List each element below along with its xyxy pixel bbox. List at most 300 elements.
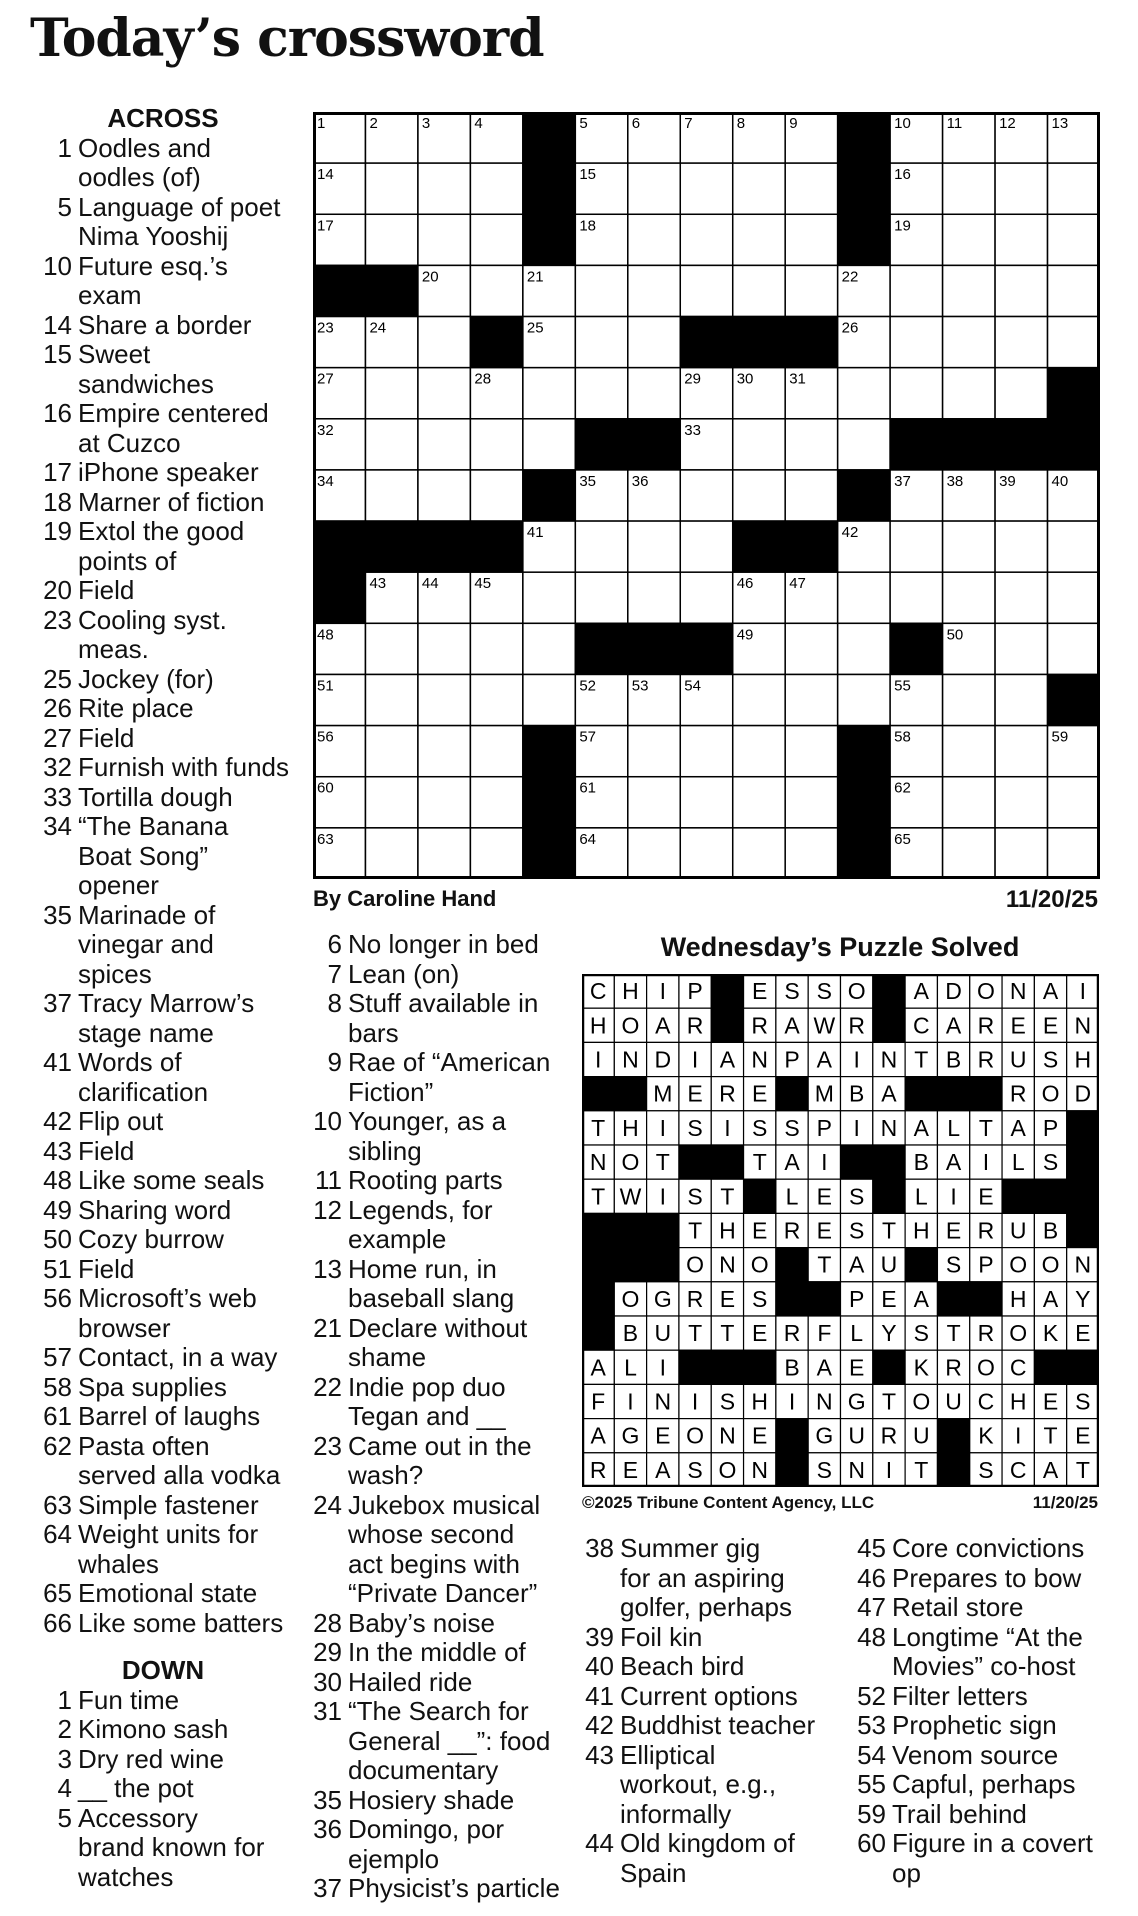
solution-letter: S: [978, 1456, 994, 1483]
grid-cell[interactable]: [785, 623, 837, 674]
grid-cell[interactable]: [995, 214, 1047, 265]
grid-cell[interactable]: [838, 419, 890, 470]
clue-item: [578, 1623, 848, 1653]
grid-cell[interactable]: [890, 368, 942, 419]
solution-black-square: [776, 1282, 808, 1316]
solution-letter: E: [752, 1320, 768, 1347]
clue-number: 20: [43, 575, 72, 605]
clue-item: [36, 311, 290, 341]
clue-number: 28: [313, 1607, 342, 1638]
clue-text: Longtime “At the: [892, 1621, 1083, 1652]
clue-text: Jukebox musical: [348, 1489, 541, 1520]
solution-letter: H: [1009, 1285, 1027, 1312]
grid-cell[interactable]: [418, 623, 470, 674]
solution-letter: O: [750, 1251, 769, 1278]
grid-cell[interactable]: [628, 214, 680, 265]
clue-number: 5: [57, 191, 72, 222]
solution-black-square: [970, 1077, 1002, 1111]
grid-cell[interactable]: [1048, 214, 1100, 265]
clue-number: 43: [585, 1739, 614, 1770]
grid-cell[interactable]: [890, 317, 942, 368]
black-square: [838, 777, 890, 828]
clue-item: [850, 1800, 1100, 1830]
solution-black-square: [905, 1077, 937, 1111]
solution-black-square: [873, 1350, 905, 1384]
grid-cell[interactable]: [575, 368, 627, 419]
grid-cell[interactable]: [733, 777, 785, 828]
clue-text: Nima Yooshij: [78, 221, 229, 251]
clue-number: 63: [43, 1489, 72, 1520]
grid-cell[interactable]: [418, 317, 470, 368]
clue-text: for an aspiring: [620, 1562, 785, 1593]
cell-number: 65: [894, 830, 911, 848]
clue-text: Younger, as a: [348, 1106, 507, 1136]
grid-cell[interactable]: [628, 265, 680, 316]
grid-cell[interactable]: [470, 419, 522, 470]
solution-letter: M: [653, 1080, 673, 1107]
solution-black-square: [711, 1350, 743, 1384]
solution-letter: B: [913, 1149, 929, 1176]
grid-cell[interactable]: [523, 674, 575, 725]
black-square: [575, 419, 627, 470]
solution-letter: E: [945, 1217, 962, 1244]
black-square: [838, 828, 890, 879]
solution-letter: S: [913, 1320, 929, 1347]
grid-cell[interactable]: [943, 317, 995, 368]
cell-number: 42: [841, 524, 859, 542]
cell-number: 38: [946, 472, 964, 490]
clue-item: [36, 1196, 290, 1226]
grid-cell[interactable]: [943, 368, 995, 419]
clue-text: Barrel of laughs: [78, 1401, 261, 1431]
grid-cell[interactable]: [733, 674, 785, 725]
grid-cell[interactable]: [890, 265, 942, 316]
solution-letter: P: [978, 1251, 994, 1278]
cell-number: 13: [1051, 115, 1069, 132]
cell-number: 60: [317, 779, 334, 797]
cell-number: 18: [579, 217, 597, 235]
grid-cell[interactable]: [628, 368, 680, 419]
grid-cell[interactable]: [943, 572, 995, 623]
clue-text: Tegan and __: [348, 1401, 506, 1431]
clue-number: 21: [313, 1312, 342, 1343]
grid-cell[interactable]: [680, 726, 732, 777]
solution-letter: N: [1074, 1012, 1092, 1039]
clue-item: [36, 901, 290, 990]
clue-text: Trail behind: [892, 1798, 1027, 1829]
clue-number: 58: [43, 1371, 72, 1402]
grid-cell[interactable]: [785, 726, 837, 777]
grid-cell[interactable]: [418, 470, 470, 521]
clue-number: 37: [313, 1873, 342, 1903]
grid-cell[interactable]: [943, 828, 995, 879]
grid-cell[interactable]: [418, 163, 470, 214]
solution-letter: S: [687, 1456, 703, 1483]
clue-number: 17: [43, 457, 72, 487]
grid-cell[interactable]: [680, 470, 732, 521]
clue-text: Domingo, por: [348, 1814, 505, 1844]
grid-cell[interactable]: [628, 777, 680, 828]
clue-item: [36, 193, 290, 252]
grid-cell[interactable]: [838, 623, 890, 674]
cell-number: 11: [946, 115, 963, 132]
solution-letter: S: [784, 1114, 800, 1141]
solution-letter: N: [880, 1046, 898, 1073]
grid-cell[interactable]: [943, 726, 995, 777]
grid-cell[interactable]: [1048, 828, 1100, 879]
solution-black-square: [614, 1077, 646, 1111]
clue-text: Words of: [78, 1047, 182, 1077]
down-clues-column-2: [306, 930, 568, 1904]
grid-cell[interactable]: [680, 163, 732, 214]
cell-number: 45: [474, 575, 492, 593]
grid-cell[interactable]: [628, 163, 680, 214]
black-square: [523, 777, 575, 828]
solution-letter: A: [1042, 978, 1059, 1005]
solution-letter: I: [788, 1388, 796, 1415]
solution-letter: S: [816, 978, 833, 1005]
solution-letter: G: [621, 1422, 640, 1449]
grid-cell[interactable]: [418, 828, 470, 879]
crossword-grid[interactable]: [313, 112, 1100, 879]
solution-letter: C: [977, 1388, 995, 1415]
grid-cell[interactable]: [995, 572, 1047, 623]
cell-number: 25: [526, 319, 544, 337]
grid-cell[interactable]: [575, 317, 627, 368]
black-square: [575, 623, 627, 674]
grid-cell[interactable]: [785, 674, 837, 725]
solution-date: 11/20/25: [1032, 1493, 1098, 1512]
solution-letter: C: [1009, 1456, 1027, 1483]
solution-letter: H: [1009, 1388, 1027, 1415]
black-square: [785, 521, 837, 572]
grid-cell[interactable]: [733, 265, 785, 316]
solution-letter: E: [1010, 1012, 1026, 1039]
clue-text: sandwiches: [78, 368, 214, 399]
grid-cell[interactable]: [1048, 163, 1100, 214]
grid-cell[interactable]: [995, 623, 1047, 674]
solution-letter: A: [945, 1012, 962, 1039]
grid-cell[interactable]: [470, 828, 522, 879]
clue-item: [36, 576, 290, 606]
grid-cell[interactable]: [365, 214, 417, 265]
clue-item: [578, 1534, 848, 1623]
clue-item: [306, 1786, 568, 1816]
clue-text: workout, e.g.,: [620, 1769, 777, 1799]
cell-number: 55: [894, 677, 911, 695]
clue-item: [36, 1579, 290, 1609]
clue-text: act begins with: [348, 1548, 520, 1579]
solution-letter: A: [590, 1354, 606, 1381]
clue-text: Weight units for: [78, 1519, 259, 1549]
black-square: [733, 521, 785, 572]
grid-cell[interactable]: [575, 265, 627, 316]
solution-letter: H: [622, 978, 639, 1005]
solution-letter: G: [653, 1285, 672, 1312]
clue-text: Future esq.’s: [78, 250, 228, 281]
grid-cell[interactable]: [680, 572, 732, 623]
clue-number: 37: [43, 988, 72, 1018]
grid-cell[interactable]: [470, 674, 522, 725]
solution-letter: A: [1042, 1456, 1059, 1483]
grid-cell[interactable]: [838, 368, 890, 419]
clue-item: [36, 1402, 290, 1432]
solution-letter: I: [853, 1046, 860, 1073]
clue-item: [36, 1225, 290, 1255]
solution-letter: F: [591, 1388, 606, 1415]
grid-cell[interactable]: [628, 572, 680, 623]
grid-cell[interactable]: [523, 419, 575, 470]
grid-cell[interactable]: [890, 572, 942, 623]
grid-cell[interactable]: [680, 521, 732, 572]
solution-black-square: [970, 1282, 1002, 1316]
grid-cell[interactable]: [575, 521, 627, 572]
clue-item: [36, 724, 290, 754]
grid-cell[interactable]: [1048, 521, 1100, 572]
cell-number: 63: [317, 830, 334, 848]
solution-letter: E: [752, 1217, 768, 1244]
grid-cell[interactable]: [365, 419, 417, 470]
clue-text: watches: [78, 1861, 174, 1892]
black-square: [838, 214, 890, 265]
solution-letter: O: [621, 1149, 640, 1176]
grid-cell[interactable]: [470, 623, 522, 674]
cell-number: 51: [317, 677, 334, 695]
grid-cell[interactable]: [733, 214, 785, 265]
black-square: [680, 317, 732, 368]
grid-cell[interactable]: [470, 163, 522, 214]
grid-cell[interactable]: [995, 521, 1047, 572]
grid-cell[interactable]: [733, 828, 785, 879]
grid-cell[interactable]: [575, 572, 627, 623]
grid-cell[interactable]: [365, 674, 417, 725]
cell-number: 10: [894, 115, 911, 132]
solution-letter: I: [950, 1183, 957, 1210]
grid-cell[interactable]: [628, 726, 680, 777]
grid-cell[interactable]: [995, 726, 1047, 777]
grid-cell[interactable]: [470, 777, 522, 828]
grid-cell[interactable]: [628, 521, 680, 572]
solution-letter: N: [816, 1388, 833, 1415]
solution-letter: E: [1042, 1388, 1059, 1415]
solution-letter: W: [813, 1012, 836, 1039]
grid-cell[interactable]: [418, 674, 470, 725]
black-square: [838, 726, 890, 777]
cell-number: 7: [684, 115, 693, 132]
clue-text: Hosiery shade: [348, 1784, 515, 1815]
solution-black-square: [776, 1248, 808, 1282]
grid-cell[interactable]: [785, 265, 837, 316]
solution-black-square: [776, 1453, 808, 1487]
grid-cell[interactable]: [628, 317, 680, 368]
solution-letter: H: [751, 1388, 769, 1415]
solution-letter: T: [720, 1183, 735, 1210]
clue-number: 41: [585, 1680, 614, 1711]
grid-cell[interactable]: [995, 674, 1047, 725]
cell-number: 29: [684, 370, 701, 388]
black-square: [838, 112, 890, 163]
grid-cell[interactable]: [680, 265, 732, 316]
clue-number: 15: [43, 339, 72, 369]
cell-number: 23: [317, 319, 334, 337]
solution-letter: E: [655, 1422, 671, 1449]
grid-cell[interactable]: [523, 368, 575, 419]
clue-item: [36, 1432, 290, 1491]
grid-cell[interactable]: [943, 265, 995, 316]
cell-number: 57: [579, 728, 597, 746]
clue-item: [36, 1107, 290, 1137]
solution-black-square: [873, 1179, 905, 1213]
clue-text: Elliptical: [620, 1739, 716, 1770]
grid-cell[interactable]: [1048, 623, 1100, 674]
solution-black-square: [711, 1008, 743, 1042]
grid-cell[interactable]: [943, 777, 995, 828]
grid-cell[interactable]: [418, 419, 470, 470]
grid-cell[interactable]: [838, 572, 890, 623]
black-square: [680, 623, 732, 674]
clue-item: [306, 1491, 568, 1609]
clue-text: Declare without: [348, 1312, 528, 1343]
grid-cell[interactable]: [995, 265, 1047, 316]
solution-black-square: [614, 1248, 646, 1282]
solution-letter: A: [816, 1046, 833, 1073]
grid-cell[interactable]: [470, 265, 522, 316]
grid-cell[interactable]: [1048, 777, 1100, 828]
grid-cell[interactable]: [470, 726, 522, 777]
grid-cell[interactable]: [733, 419, 785, 470]
grid-cell[interactable]: [418, 726, 470, 777]
clue-text: “Private Dancer”: [348, 1578, 538, 1608]
grid-cell[interactable]: [995, 163, 1047, 214]
solution-letter: T: [978, 1114, 993, 1141]
grid-cell[interactable]: [785, 828, 837, 879]
grid-cell[interactable]: [995, 828, 1047, 879]
clue-text: served alla vodka: [78, 1460, 281, 1490]
grid-cell[interactable]: [365, 623, 417, 674]
grid-cell[interactable]: [680, 214, 732, 265]
grid-cell[interactable]: [365, 368, 417, 419]
black-square: [418, 521, 470, 572]
grid-cell[interactable]: [785, 419, 837, 470]
clue-text: baseball slang: [348, 1283, 515, 1313]
solution-letter: N: [719, 1251, 736, 1278]
grid-cell[interactable]: [418, 777, 470, 828]
clue-number: 45: [857, 1533, 886, 1563]
solution-letter: D: [1074, 1080, 1092, 1107]
solution-black-square: [937, 1282, 969, 1316]
solution-letter: L: [1011, 1149, 1025, 1176]
grid-cell[interactable]: [890, 521, 942, 572]
clue-item: [36, 783, 290, 813]
grid-cell[interactable]: [680, 777, 732, 828]
grid-cell[interactable]: [785, 214, 837, 265]
byline: By Caroline Hand: [313, 886, 497, 911]
grid-cell[interactable]: [943, 674, 995, 725]
clue-number: 33: [43, 781, 72, 812]
solution-letter: D: [945, 978, 962, 1005]
grid-cell[interactable]: [943, 521, 995, 572]
clue-item: [36, 1804, 290, 1893]
clue-text: Spa supplies: [78, 1371, 227, 1402]
grid-cell[interactable]: [838, 674, 890, 725]
grid-cell[interactable]: [943, 214, 995, 265]
cell-number: 56: [317, 728, 334, 746]
grid-cell[interactable]: [470, 214, 522, 265]
solution-letter: O: [621, 1285, 640, 1312]
grid-cell[interactable]: [365, 777, 417, 828]
solution-letter: T: [881, 1388, 896, 1415]
grid-cell[interactable]: [418, 214, 470, 265]
grid-cell[interactable]: [365, 828, 417, 879]
solution-letter: I: [627, 1388, 634, 1415]
solution-letter: O: [686, 1422, 705, 1449]
solution-black-square: [1067, 1213, 1099, 1247]
grid-cell[interactable]: [995, 777, 1047, 828]
grid-cell[interactable]: [995, 368, 1047, 419]
grid-cell[interactable]: [365, 726, 417, 777]
clue-number: 42: [43, 1106, 72, 1136]
clue-text: Field: [78, 722, 135, 753]
grid-cell[interactable]: [523, 572, 575, 623]
cell-number: 48: [317, 626, 334, 644]
solution-letter: U: [912, 1422, 930, 1449]
clue-number: 57: [43, 1342, 72, 1372]
cell-number: 64: [579, 830, 597, 848]
black-square: [365, 265, 417, 316]
cell-number: 15: [579, 166, 597, 184]
solution-letter: S: [784, 978, 800, 1005]
grid-cell[interactable]: [785, 470, 837, 521]
grid-cell[interactable]: [943, 163, 995, 214]
clue-text: Language of poet: [78, 191, 281, 222]
cell-number: 35: [579, 472, 597, 490]
cell-number: 1: [317, 115, 326, 132]
clue-number: 59: [857, 1798, 886, 1829]
grid-cell[interactable]: [785, 163, 837, 214]
solution-letter: K: [1042, 1320, 1059, 1347]
solution-letter: E: [719, 1285, 736, 1312]
clue-text: bars: [348, 1017, 399, 1048]
grid-cell[interactable]: [733, 163, 785, 214]
grid-cell[interactable]: [365, 470, 417, 521]
grid-cell[interactable]: [470, 470, 522, 521]
grid-cell[interactable]: [995, 317, 1047, 368]
black-square: [523, 163, 575, 214]
clue-number: 19: [43, 516, 72, 546]
clue-text: wash?: [348, 1460, 424, 1490]
grid-cell[interactable]: [628, 828, 680, 879]
clue-text: General __”: food: [348, 1725, 551, 1756]
clue-text: whales: [78, 1548, 159, 1579]
grid-cell[interactable]: [418, 368, 470, 419]
clue-text: Core convictions: [892, 1533, 1085, 1563]
grid-cell[interactable]: [733, 726, 785, 777]
grid-cell[interactable]: [523, 623, 575, 674]
grid-cell[interactable]: [733, 470, 785, 521]
solution-black-square: [582, 1282, 614, 1316]
grid-cell[interactable]: [1048, 265, 1100, 316]
clue-item: [36, 134, 290, 193]
solution-black-square: [679, 1350, 711, 1384]
grid-cell[interactable]: [785, 777, 837, 828]
grid-cell[interactable]: [1048, 572, 1100, 623]
down-heading: DOWN: [121, 1655, 205, 1685]
solution-letter: P: [687, 978, 703, 1005]
solution-letter: L: [850, 1320, 864, 1347]
grid-cell[interactable]: [365, 163, 417, 214]
grid-cell[interactable]: [680, 828, 732, 879]
grid-cell[interactable]: [1048, 317, 1100, 368]
